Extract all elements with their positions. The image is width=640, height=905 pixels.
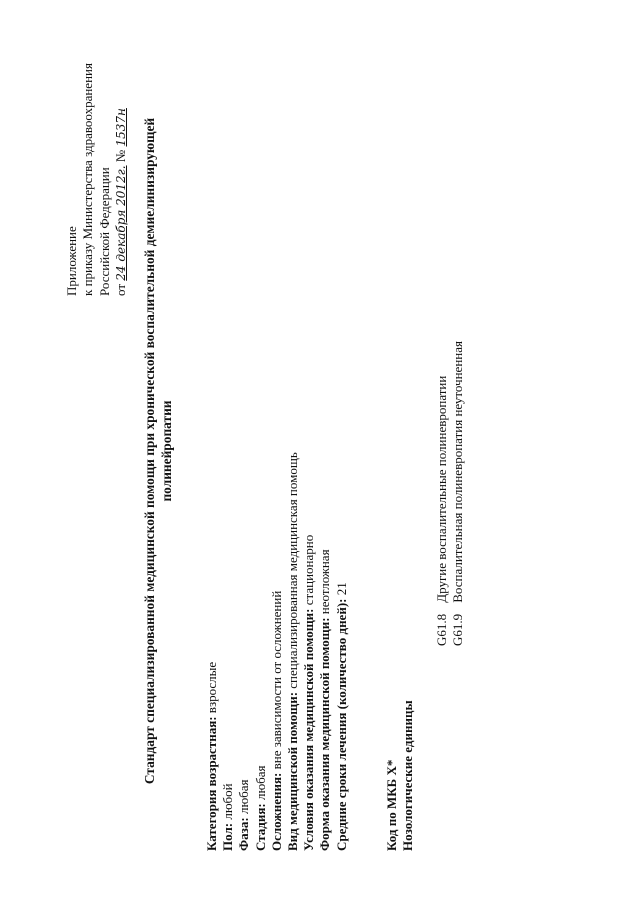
param-label: Условия оказания медицинской помощи:	[301, 608, 317, 851]
icd-code: G61.8	[434, 613, 449, 646]
handwritten-number: 1537н	[114, 108, 129, 147]
nosological-unit-row	[434, 86, 450, 646]
icd-code-label-text: Код по МКБ X*	[384, 759, 399, 851]
nosological-label-text: Нозологические единицы	[400, 700, 416, 851]
approval-line: Приложение	[64, 226, 79, 296]
param-label: Осложнения:	[268, 772, 284, 851]
param-value: стационарно	[301, 534, 317, 609]
param-label: Форма оказания медицинской помощи:	[317, 617, 333, 851]
param-label: Категория возрастная:	[204, 716, 219, 851]
nosological-unit-row	[450, 86, 466, 646]
param-row	[334, 211, 350, 851]
date-prefix: от	[113, 283, 129, 296]
rotated-sheet	[54, 51, 514, 851]
param-value: вне зависимости от осложнений	[268, 590, 284, 773]
param-value: любая	[252, 765, 268, 804]
icd-name: Воспалительная полиневропатия неуточненная	[450, 341, 466, 603]
title-line: Стандарт специализированной медицинской помощи при хронической воспалительной демиелинизирующей	[142, 117, 157, 785]
param-row	[253, 211, 269, 851]
param-row	[285, 211, 301, 851]
icd-code-label	[384, 451, 400, 851]
number-prefix: №	[113, 149, 129, 163]
param-label: Фаза:	[236, 817, 252, 851]
param-label: Вид медицинской помощи:	[285, 691, 301, 851]
param-value: взрослые	[204, 661, 219, 717]
parameter-list	[204, 211, 350, 851]
nosological-units	[434, 86, 466, 646]
param-value: 21	[333, 582, 349, 599]
handwritten-date: 24 декабря 2012г.	[114, 165, 129, 281]
standard-title	[142, 51, 175, 851]
icd-block	[384, 451, 416, 851]
approval-line: к приказу Министерства здравоохранения	[80, 63, 96, 296]
approval-line: Российской Федерации	[96, 167, 112, 296]
param-row	[220, 211, 236, 851]
param-value: любая	[236, 779, 252, 818]
param-row	[317, 211, 333, 851]
icd-code: G61.9	[450, 613, 466, 646]
param-label: Стадия:	[252, 803, 268, 851]
param-row	[301, 211, 317, 851]
param-row	[204, 211, 220, 851]
approval-date-line	[113, 51, 129, 296]
param-row	[269, 211, 285, 851]
nosological-label	[400, 451, 416, 851]
icd-name: Другие воспалительные полиневропатии	[434, 375, 449, 603]
param-value: специализированная медицинская помощь	[285, 452, 301, 692]
param-value: любой	[220, 783, 236, 823]
param-label: Средние сроки лечения (количество дней):	[333, 598, 349, 851]
param-value: неотложная	[317, 549, 333, 618]
approval-block	[64, 51, 130, 296]
title-line: полинейропатии	[158, 400, 174, 502]
param-row	[236, 211, 252, 851]
param-label: Пол:	[220, 822, 236, 851]
